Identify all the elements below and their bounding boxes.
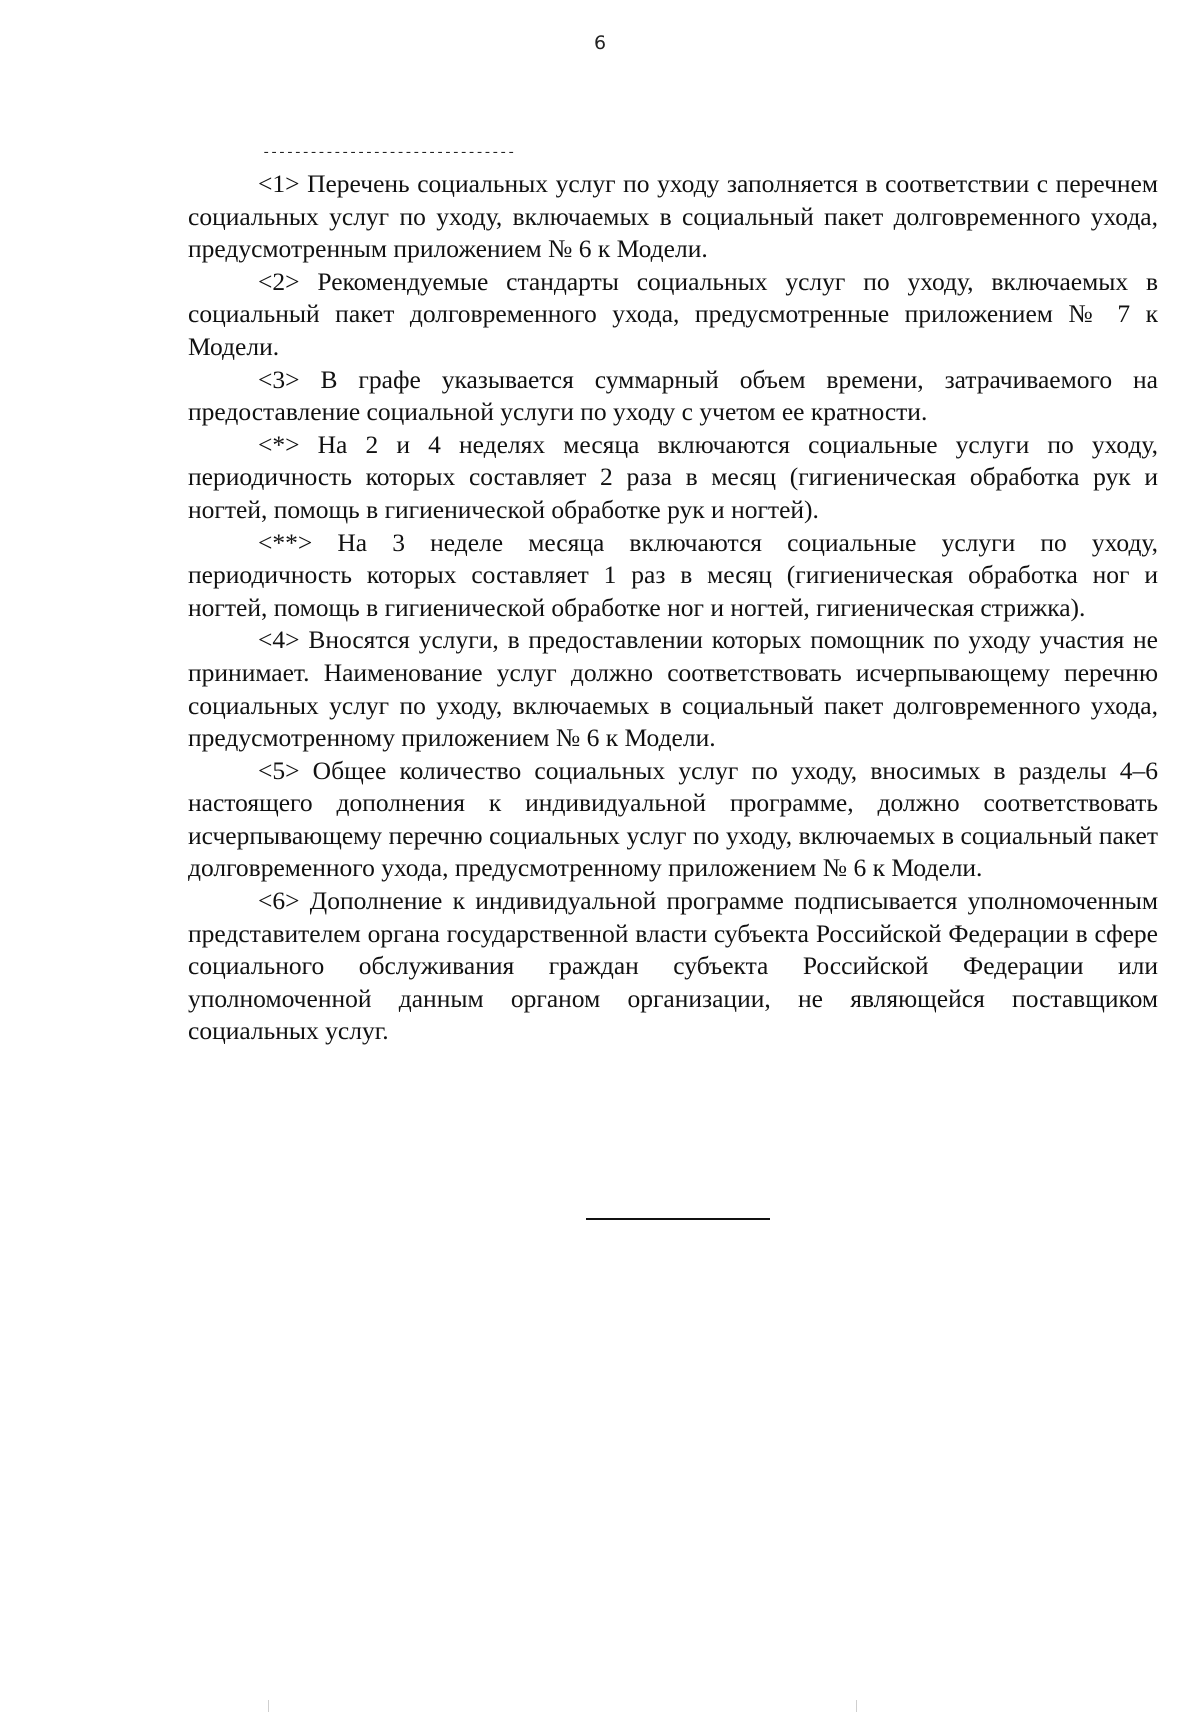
footnote-4: <4> Вносятся услуги, в предоставлении которых помощник по уходу участия не принимает. Наименование услуг должно соответствовать исчерпывающему перечню социальных услуг по уходу, включаемых в социальный пакет долговременного ухода, предусмотренному приложением № 6 к Модели. xyxy=(188,625,1158,753)
end-of-document-rule xyxy=(586,1218,770,1220)
footnote-6: <6> Дополнение к индивидуальной программе подписывается уполномоченным представителем органа государственной власти субъекта Российской Федерации в сфере социального обслуживания граждан субъекта Российской Федерации или уполномоченной данным органом организации, не являющейся поставщиком социальных услуг. xyxy=(188,886,1158,1046)
footnotes-block xyxy=(188,168,1158,1048)
footnote-double-asterisk: <**> На 3 неделе месяца включаются социальные услуги по уходу, периодичность которых составляет 1 раз в месяц (гигиеническая обработка ног и ногтей, помощь в гигиенической обработке ног и ногтей, гигиеническая стрижка). xyxy=(188,527,1158,622)
footnote-1: <1> Перечень социальных услуг по уходу заполняется в соответствии с перечнем социальных услуг по уходу, включаемых в социальный пакет долговременного ухода, предусмотренным приложением № 6 к Модели. xyxy=(188,169,1158,264)
footnote-3: <3> В графе указывается суммарный объем времени, затрачиваемого на предоставление социальной услуги по уходу с учетом ее кратности. xyxy=(188,364,1158,427)
page-number: 6 xyxy=(593,32,607,54)
scan-artifact-mark xyxy=(268,1700,269,1712)
footnote-5: <5> Общее количество социальных услуг по уходу, вносимых в разделы 4–6 настоящего дополнения к индивидуальной программе, должно соответствовать исчерпывающему перечню социальных услуг по уходу, включаемых в социальный пакет долговременного ухода, предусмотренному приложением № 6 к Модели. xyxy=(188,755,1158,883)
footnote-separator: -------------------------------- xyxy=(262,145,515,161)
scan-artifact-mark xyxy=(856,1700,857,1712)
footnote-2: <2> Рекомендуемые стандарты социальных услуг по уходу, включаемых в социальный пакет долговременного ухода, предусмотренные приложением № 7 к Модели. xyxy=(188,266,1158,361)
footnote-asterisk: <*> На 2 и 4 неделях месяца включаются социальные услуги по уходу, периодичность которых составляет 2 раза в месяц (гигиеническая обработка рук и ногтей, помощь в гигиенической обработке рук и ногтей). xyxy=(188,429,1158,524)
